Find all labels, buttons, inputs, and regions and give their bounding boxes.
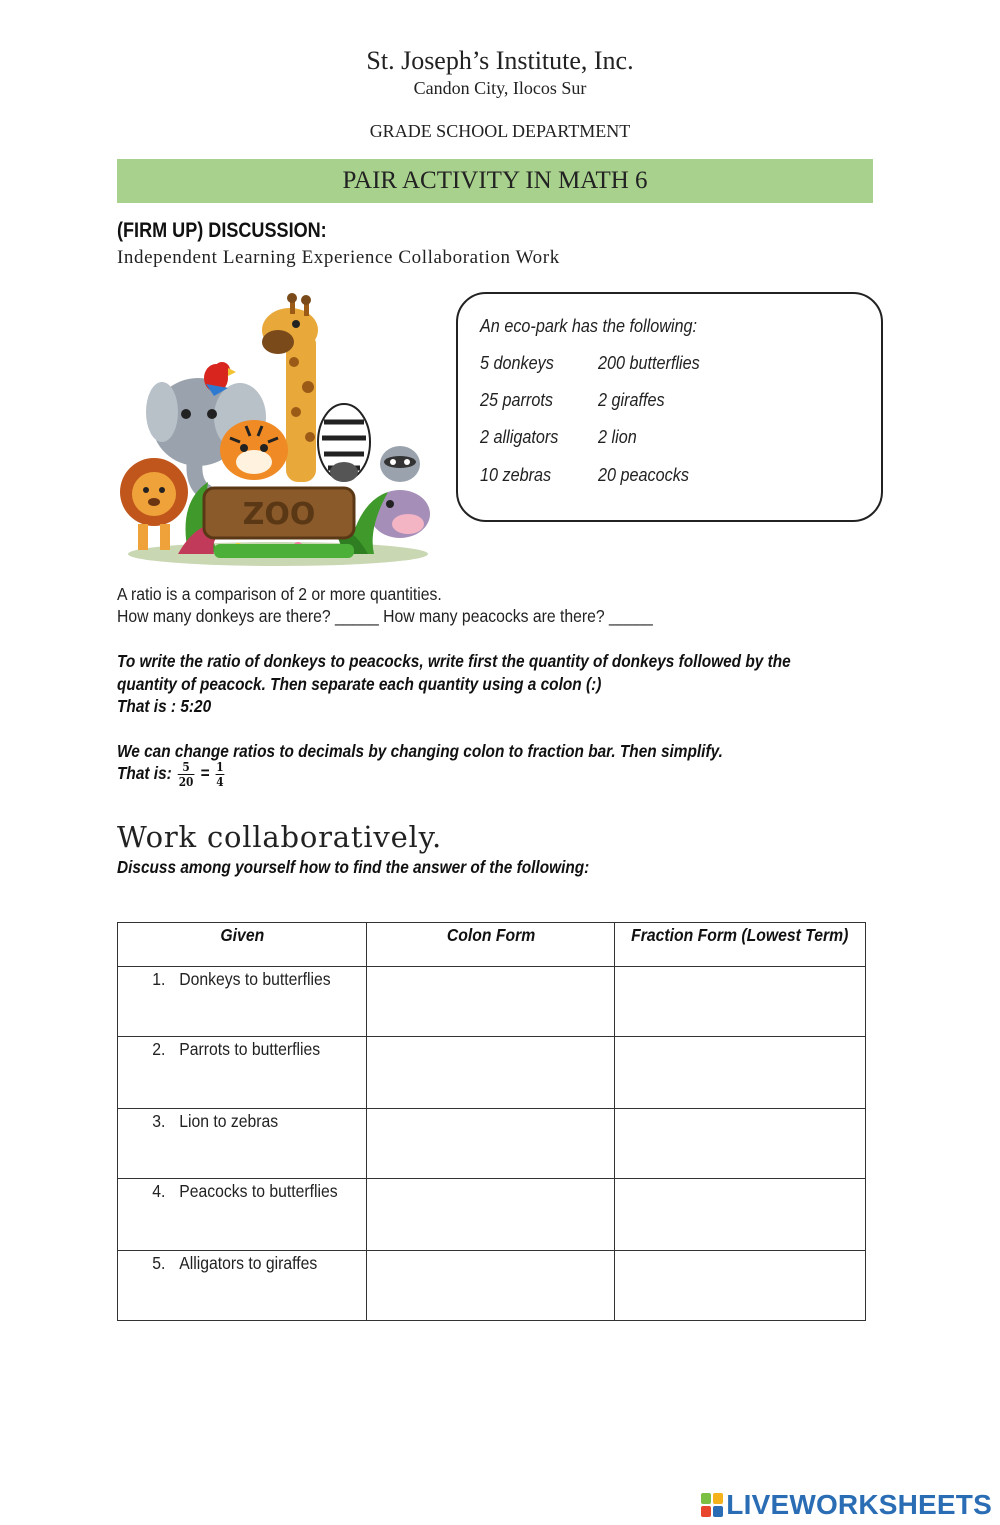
count-question: How many donkeys are there? _____ How many peacocks are there? _____ — [117, 606, 653, 626]
eco-item: 25 parrots — [480, 390, 553, 410]
section-subheading: Independent Learning Experience Collaboration Work — [117, 247, 560, 268]
decimal-note: We can change ratios to decimals by changing colon to fraction bar. Then simplify. — [117, 741, 723, 761]
given-cell: 3. Lion to zebras — [118, 1109, 367, 1179]
eco-item: 10 zebras — [480, 465, 552, 485]
fraction-answer-cell[interactable] — [615, 967, 866, 1037]
colon-answer-cell[interactable] — [366, 1037, 614, 1109]
eco-item: 200 butterflies — [598, 353, 700, 373]
answer-table — [117, 922, 866, 1321]
liveworksheets-logo — [701, 1489, 992, 1521]
table-row — [118, 1109, 866, 1179]
colon-example: That is : 5:20 — [117, 696, 212, 716]
fraction-answer-cell[interactable] — [615, 1037, 866, 1109]
liveworksheets-icon — [701, 1493, 723, 1517]
colon-answer-cell[interactable] — [366, 967, 614, 1037]
lion-icon — [120, 458, 188, 550]
table-row — [118, 1251, 866, 1321]
department-label: GRADE SCHOOL DEPARTMENT — [369, 121, 631, 141]
given-cell: 1. Donkeys to butterflies — [118, 967, 367, 1037]
title-banner — [117, 159, 873, 203]
colon-answer-cell[interactable] — [366, 1251, 614, 1321]
eco-park-intro: An eco-park has the following: — [480, 316, 698, 336]
fraction-answer-cell[interactable] — [615, 1109, 866, 1179]
raccoon-icon — [380, 446, 420, 482]
school-location: Candon City, Ilocos Sur — [413, 78, 587, 98]
ratio-definition: A ratio is a comparison of 2 or more quantities. — [117, 584, 442, 604]
eco-item: 20 peacocks — [598, 465, 689, 485]
given-cell: 4. Peacocks to butterflies — [118, 1179, 367, 1251]
table-row — [118, 1037, 866, 1109]
section-heading: (FIRM UP) DISCUSSION: — [117, 219, 327, 242]
colon-answer-cell[interactable] — [366, 1109, 614, 1179]
fraction-example — [117, 760, 226, 789]
given-cell: 5. Alligators to giraffes — [118, 1251, 367, 1321]
table-header-fraction: Fraction Form (Lowest Term) — [615, 923, 866, 967]
eco-item: 2 lion — [598, 427, 637, 447]
school-name: St. Joseph’s Institute, Inc. — [366, 46, 634, 75]
collaborate-instruction: Discuss among yourself how to find the answer of the following: — [117, 857, 590, 877]
table-row — [118, 1179, 866, 1251]
zebra-icon — [318, 404, 370, 482]
collaborate-heading: Work collaboratively. — [117, 820, 442, 854]
eco-park-box — [456, 292, 883, 522]
fraction-1-4: $\frac{1}{4}$ — [216, 760, 224, 789]
instruction-line: To write the ratio of donkeys to peacocks, write first the quantity of donkeys followed by the — [117, 651, 791, 671]
fraction-example-prefix: That is: — [117, 763, 172, 784]
colon-answer-cell[interactable] — [366, 1179, 614, 1251]
fraction-answer-cell[interactable] — [615, 1179, 866, 1251]
instruction-line: quantity of peacock. Then separate each quantity using a colon (:) — [117, 674, 602, 694]
fraction-5-20: $\frac{5}{20}$ — [178, 760, 194, 789]
fraction-answer-cell[interactable] — [615, 1251, 866, 1321]
tiger-icon — [220, 420, 288, 480]
given-cell: 2. Parrots to butterflies — [118, 1037, 367, 1109]
eco-item: 2 giraffes — [598, 390, 665, 410]
eco-item: 5 donkeys — [480, 353, 554, 373]
table-row — [118, 967, 866, 1037]
eco-item: 2 alligators — [480, 427, 559, 447]
brand-name: LIVEWORKSHEETS — [726, 1489, 992, 1520]
page-title: PAIR ACTIVITY IN MATH 6 — [342, 167, 648, 194]
zoo-sign — [204, 488, 354, 538]
table-header-colon: Colon Form — [366, 923, 614, 967]
equals-sign: = — [200, 763, 210, 784]
zoo-sign-text: ZOO — [242, 497, 316, 532]
table-header-given: Given — [118, 923, 367, 967]
flowers-icon — [214, 542, 354, 558]
zoo-animals-illustration — [118, 292, 436, 568]
